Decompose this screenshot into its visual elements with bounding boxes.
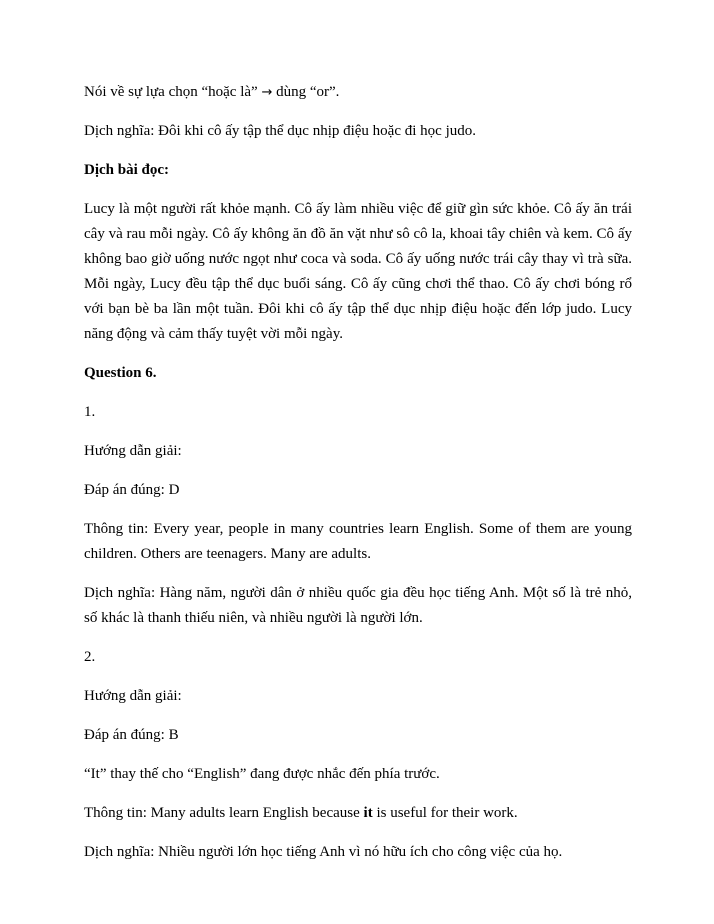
question-heading: Question 6. [84,365,157,381]
q1-guide-label: Hướng dẫn giải: [84,443,182,459]
arrow-right-icon: → [261,85,273,100]
q2-info [84,801,632,826]
q2-info-highlight: it [363,805,373,821]
q1-translation: Dịch nghĩa: Hàng năm, người dân ở nhiều quốc gia đều học tiếng Anh. Một số là trẻ nhỏ, số khác là thanh thiếu niên, và nhiều người là người lớn. [84,585,632,626]
q2-number: 2. [84,649,96,665]
or-choice-text-after: dùng “or”. [272,84,340,100]
document-page [84,80,632,879]
or-choice-text-before: Nói về sự lựa chọn “hoặc là” [84,84,262,100]
q2-info-before: Thông tin: Many adults learn English because [84,805,364,821]
q2-answer: Đáp án đúng: B [84,727,179,743]
reading-translation-text: Lucy là một người rất khỏe mạnh. Cô ấy làm nhiều việc để giữ gìn sức khỏe. Cô ấy ăn trái cây và rau mỗi ngày. Cô ấy không ăn đồ ăn vặt như sô cô la, khoai tây chiên và kem. Cô ấy không bao giờ uống nước ngọt như coca và soda. Cô ấy uống nước trái cây thay vì trà sữa. Mỗi ngày, Lucy đều tập thể dục buổi sáng. Cô ấy cũng chơi thể thao. Cô ấy chơi bóng rổ với bạn bè ba lần một tuần. Đôi khi cô ấy tập thể dục nhịp điệu hoặc đến lớp judo. Lucy năng động và cảm thấy tuyệt vời mỗi ngày. [84,201,632,342]
q1-info: Thông tin: Every year, people in many countries learn English. Some of them are young children. Others are teenagers. Many are adults. [84,521,632,562]
q1-answer: Đáp án đúng: D [84,482,180,498]
reading-translation-heading: Dịch bài đọc: [84,162,170,178]
or-choice-note [84,80,632,105]
q2-guide-label: Hướng dẫn giải: [84,688,182,704]
q2-note: “It” thay thế cho “English” đang được nhắc đến phía trước. [84,766,440,782]
sentence-translation: Dịch nghĩa: Đôi khi cô ấy tập thể dục nhịp điệu hoặc đi học judo. [84,123,476,139]
q2-info-after: is useful for their work. [372,805,518,821]
q1-number: 1. [84,404,96,420]
q2-translation: Dịch nghĩa: Nhiều người lớn học tiếng Anh vì nó hữu ích cho công việc của họ. [84,844,563,860]
